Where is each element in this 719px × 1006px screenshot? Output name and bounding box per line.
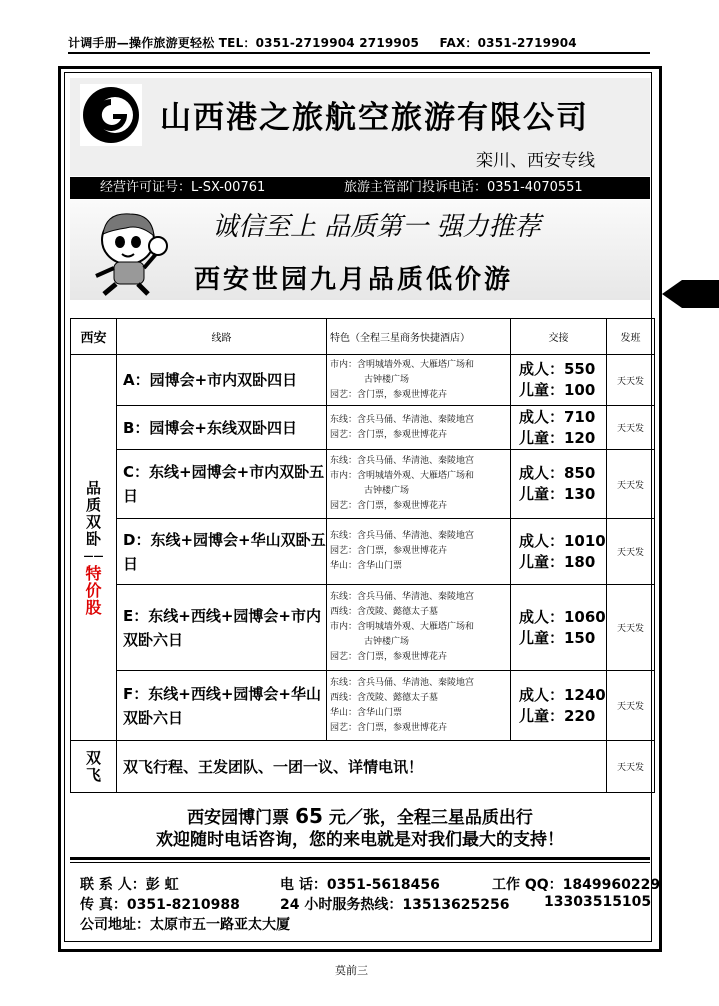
adult-price: 成人：1240 [519, 685, 606, 704]
top-slogan: 计调手册—操作旅游更轻松 [68, 36, 215, 50]
category-fly-label: 双飞 [85, 748, 101, 784]
top-banner [68, 34, 650, 54]
departure-e: 天天发 [607, 585, 655, 671]
adult-price: 成人：1010 [519, 531, 606, 550]
feature-line: 园艺：含门票，参观世博花卉 [330, 501, 448, 511]
feature-line: 西线：含茂陵、懿德太子墓 [330, 607, 439, 617]
header-region: 西安 [71, 319, 117, 355]
notice-line-2: 欢迎随时电话咨询，您的来电就是对我们最大的支持！ [156, 830, 564, 850]
feature-line: 东线：含兵马俑、华清池、秦陵地宫 [330, 456, 475, 466]
feature-line: 东线：含兵马俑、华清池、秦陵地宫 [330, 677, 475, 688]
feature-line: 市内：含明城墙外观、大雁塔广场和 [330, 359, 475, 370]
contact-person: 联 系 人：彭 虹 [80, 877, 179, 893]
feature-line: 古钟楼广场 [364, 486, 410, 496]
complaint-phone: 旅游主管部门投诉电话：0351-4070551 [344, 180, 583, 195]
contact-address: 公司地址：太原市五一路亚太大厦 [80, 917, 290, 933]
page-footer: 莫前三 [335, 964, 368, 977]
adult-price: 成人：710 [519, 407, 596, 426]
features-d [327, 519, 511, 585]
table-row [71, 671, 655, 741]
price-f [511, 671, 607, 741]
feature-line: 东线：含兵马俑、华清池、秦陵地宫 [330, 531, 475, 541]
route-c: C：东线+园博会+市内双卧五日 [117, 450, 327, 519]
features-c [327, 450, 511, 519]
route-e: E：东线+西线+园博会+市内双卧六日 [117, 585, 327, 671]
feature-line: 东线：含兵马俑、华清池、秦陵地宫 [330, 414, 475, 425]
promo-slogan: 诚信至上 品质第一 强力推荐 [212, 212, 541, 242]
feature-line: 古钟楼广场 [364, 637, 410, 647]
feature-line: 园艺：含门票，参观世博花卉 [330, 652, 448, 662]
notice-ticket-label: 西安园博门票 [187, 808, 290, 828]
table-row [71, 355, 655, 406]
category-separator: —— [83, 550, 104, 562]
page-tab-arrow-icon [662, 280, 719, 308]
contact-phone: 电 话：0351-5618456 [280, 877, 440, 893]
features-b [327, 406, 511, 450]
adult-price: 成人：550 [519, 360, 596, 378]
features-f [327, 671, 511, 741]
divider [70, 862, 650, 863]
feature-line: 园艺：含门票，参观世博花卉 [330, 546, 448, 556]
contact-mobile: 13303515105 [544, 894, 652, 910]
table-row [71, 519, 655, 585]
contact-fax: 传 真：0351-8210988 [80, 897, 240, 913]
contact-hotline: 24 小时服务热线：13513625256 [280, 897, 510, 913]
price-c [511, 450, 607, 519]
notice-line-1 [70, 805, 650, 829]
divider [70, 857, 650, 860]
notice-ticket-suffix: 元／张，全程三星品质出行 [328, 808, 533, 828]
notice-ticket-price: 65 [295, 804, 323, 828]
company-name: 山西港之旅航空旅游有限公司 [160, 100, 589, 136]
category-main: 品质双卧 [85, 478, 101, 548]
child-price: 儿童：180 [519, 552, 596, 571]
features-e [327, 585, 511, 671]
feature-line: 园艺：含门票，参观世博花卉 [330, 429, 448, 440]
contact-qq: 工作 QQ：1849960229 [492, 877, 661, 893]
child-price: 儿童：100 [519, 381, 596, 399]
departure-fly: 天天发 [607, 741, 655, 793]
table-row [71, 450, 655, 519]
table-header-row [71, 319, 655, 355]
child-price: 儿童：130 [519, 485, 596, 503]
notice [70, 805, 650, 851]
child-price: 儿童：150 [519, 628, 596, 647]
table-row-fly [71, 741, 655, 793]
tour-title: 西安世园九月品质低价游 [194, 265, 514, 295]
route-a: A：园博会+市内双卧四日 [117, 355, 327, 406]
feature-line: 园艺：含门票，参观世博花卉 [330, 722, 448, 733]
departure-b: 天天发 [607, 406, 655, 450]
adult-price: 成人：1060 [519, 607, 606, 626]
price-b [511, 406, 607, 450]
feature-line: 东线：含兵马俑、华清池、秦陵地宫 [330, 592, 475, 602]
departure-c: 天天发 [607, 450, 655, 519]
departure-a: 天天发 [607, 355, 655, 406]
features-a [327, 355, 511, 406]
cartoon-mascot [86, 206, 176, 298]
departure-f: 天天发 [607, 671, 655, 741]
departure-d: 天天发 [607, 519, 655, 585]
fly-row-text: 双飞行程、王发团队、一团一议、详情电讯！ [117, 741, 607, 793]
category-cell [71, 355, 117, 741]
feature-line: 园艺：含门票，参观世博花卉 [330, 389, 448, 400]
price-d [511, 519, 607, 585]
child-price: 儿童：220 [519, 706, 596, 725]
category-fly [71, 741, 117, 793]
category-special: 特价股 [85, 563, 102, 617]
feature-line: 市内：含明城墙外观、大雁塔广场和 [330, 471, 475, 481]
feature-line: 市内：含明城墙外观、大雁塔广场和 [330, 622, 475, 632]
price-a [511, 355, 607, 406]
top-phones: TEL：0351-2719904 2719905 [218, 36, 420, 50]
price-e [511, 585, 607, 671]
feature-line: 华山：含华山门票 [330, 561, 403, 571]
route-b: B：园博会+东线双卧四日 [117, 406, 327, 450]
license-number: 经营许可证号：L-SX-00761 [100, 180, 266, 195]
company-logo [80, 84, 142, 146]
route-d: D：东线+园博会+华山双卧五日 [117, 519, 327, 585]
feature-line: 古钟楼广场 [364, 374, 410, 385]
company-subtitle: 栾川、西安专线 [476, 151, 595, 171]
feature-line: 西线：含茂陵、懿德太子墓 [330, 692, 439, 703]
feature-line: 华山：含华山门票 [330, 707, 403, 718]
child-price: 儿童：120 [519, 428, 596, 447]
table-row [71, 585, 655, 671]
adult-price: 成人：850 [519, 464, 596, 482]
license-bar [70, 177, 650, 199]
tour-table [70, 318, 655, 793]
table-row [71, 406, 655, 450]
header-route: 线路 [117, 319, 327, 355]
header-price: 交接 [511, 319, 607, 355]
header-features: 特色（全程三星商务快捷酒店） [327, 319, 511, 355]
route-f: F：东线+西线+园博会+华山双卧六日 [117, 671, 327, 741]
top-fax: FAX：0351-2719904 [439, 36, 577, 50]
header-departure: 发班 [607, 319, 655, 355]
